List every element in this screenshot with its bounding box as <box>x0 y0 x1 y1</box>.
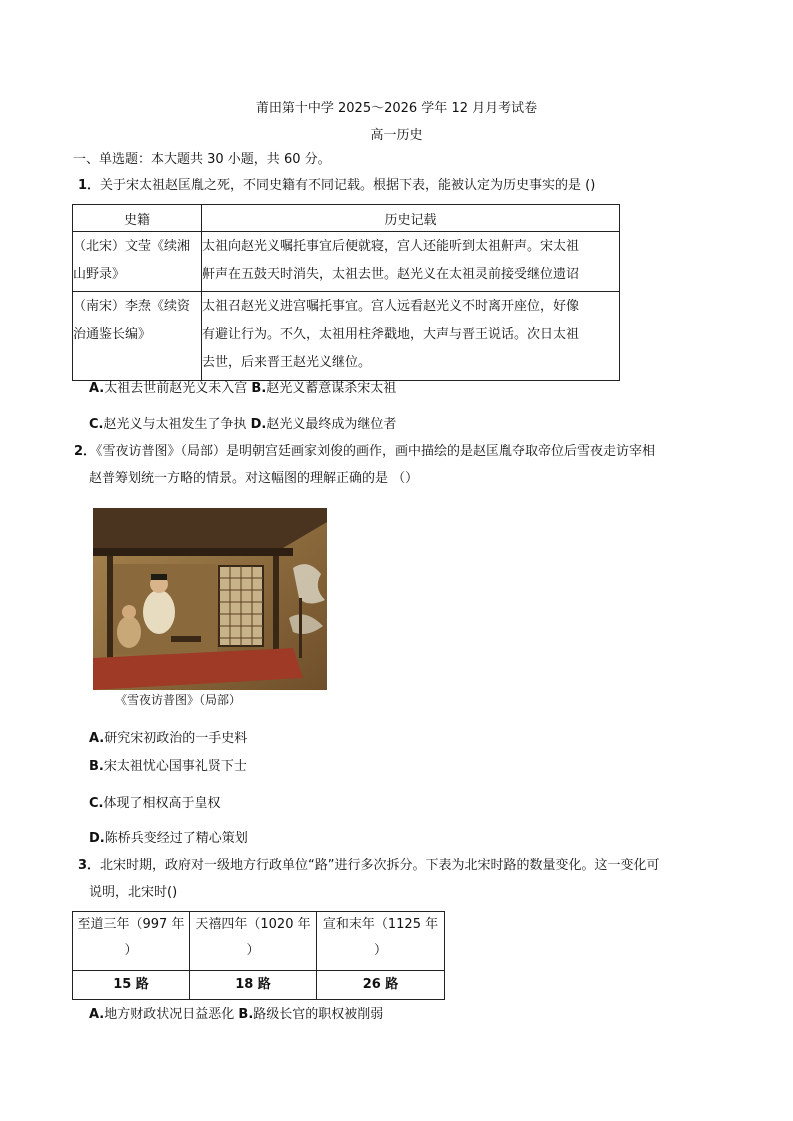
q2-option-b[interactable] <box>89 757 247 777</box>
option-letter: C. <box>89 796 104 811</box>
cell-line: 治通鉴长编》 <box>73 327 152 342</box>
cell-line: ） <box>246 943 260 958</box>
option-letter: B. <box>238 1007 254 1022</box>
option-letter: A. <box>89 381 105 396</box>
table-header-row <box>73 912 445 971</box>
cell-line: 天禧四年（1020 年 <box>195 917 311 932</box>
table-cell-source <box>73 292 202 381</box>
table-row <box>73 232 620 292</box>
exam-subject: 高一历史 <box>370 128 423 143</box>
option-letter: D. <box>89 831 105 846</box>
cell-line: 宣和末年（1125 年 <box>322 917 439 932</box>
cell-line: （北宋）文莹《续湘 <box>73 239 191 254</box>
question-number: 2． <box>74 444 97 459</box>
option-d[interactable]: 赵光义最终成为继位者 <box>266 417 397 432</box>
painting-image <box>93 508 327 690</box>
question-number: 3． <box>78 858 101 873</box>
q3-route-table <box>72 911 445 1000</box>
option-text: 陈桥兵变经过了精心策划 <box>104 831 248 846</box>
table-row <box>73 971 445 1000</box>
table-cell-record <box>202 232 620 292</box>
q1-options-ab <box>89 379 396 399</box>
question-text: 北宋时期，政府对一级地方行政单位“路”进行多次拆分。下表为北宋时路的数量变化。这一变化可 <box>100 858 660 873</box>
table-cell-record <box>202 292 620 381</box>
option-letter: B. <box>89 759 104 774</box>
table-header-cell <box>317 912 445 971</box>
q2-option-c[interactable] <box>89 794 221 814</box>
option-text: 体现了相权高于皇权 <box>103 796 221 811</box>
table-cell: 18 路 <box>190 971 317 1000</box>
question-text: 《雪夜访普图》（局部）是明朝宫廷画家刘俊的画作，画中描绘的是赵匡胤夺取帝位后雪夜走访宰相 <box>96 444 656 459</box>
cell-line: 有避让行为。不久，太祖用柱斧戳地，大声与晋王说话。次日太祖 <box>202 327 580 342</box>
option-text: 宋太祖忧心国事礼贤下士 <box>103 759 247 774</box>
question-3-stem-line1 <box>78 856 660 876</box>
table-header-row <box>73 205 620 232</box>
table-header-cell: 史籍 <box>73 205 202 232</box>
exam-title: 莆田第十中学 2025～2026 学年 12 月月考试卷 <box>255 101 538 116</box>
option-b[interactable]: 赵光义蓄意谋杀宋太祖 <box>266 381 397 396</box>
question-text: 关于宋太祖赵匡胤之死，不同史籍有不同记载。根据下表，能被认定为历史事实的是 () <box>100 178 596 193</box>
painting-caption: 《雪夜访普图》（局部） <box>115 693 242 707</box>
cell-line: 至道三年（997 年 <box>77 917 185 932</box>
option-a[interactable]: 太祖去世前赵光义未入宫 <box>104 381 248 396</box>
question-2-stem-line1 <box>74 442 655 462</box>
table-cell-source <box>73 232 202 292</box>
q2-option-a[interactable] <box>89 729 247 749</box>
table-cell: 15 路 <box>73 971 190 1000</box>
question-number: 1． <box>78 178 101 193</box>
q1-history-table <box>72 204 620 381</box>
option-letter: D. <box>250 417 267 432</box>
q2-option-d[interactable] <box>89 829 248 849</box>
option-b[interactable]: 路级长官的职权被削弱 <box>253 1007 384 1022</box>
cell-line: 太祖召赵光义进宫嘱托事宜。宫人远看赵光义不时离开座位，好像 <box>202 299 580 314</box>
option-letter: C. <box>89 417 104 432</box>
option-letter: A. <box>89 731 105 746</box>
table-header-cell <box>190 912 317 971</box>
question-3-stem-line2: 说明，北宋时() <box>89 885 178 900</box>
option-letter: A. <box>89 1007 105 1022</box>
q1-options-cd <box>89 415 396 435</box>
cell-line: （南宋）李焘《续资 <box>73 299 191 314</box>
option-letter: B. <box>251 381 267 396</box>
question-1-stem <box>78 176 595 196</box>
table-row <box>73 292 620 381</box>
option-a[interactable]: 地方财政状况日益恶化 <box>104 1007 235 1022</box>
cell-line: ） <box>373 943 387 958</box>
table-header-cell: 历史记载 <box>202 205 620 232</box>
option-c[interactable]: 赵光义与太祖发生了争执 <box>103 417 247 432</box>
cell-line: 鼾声在五鼓天时消失，太祖去世。赵光义在太祖灵前接受继位遗诏 <box>202 267 580 282</box>
q3-options-ab <box>89 1005 383 1025</box>
question-2-stem-line2: 赵普筹划统一方略的情景。对这幅图的理解正确的是 （） <box>89 471 419 486</box>
table-header-cell <box>73 912 190 971</box>
cell-line: 太祖向赵光义嘱托事宜后便就寝，宫人还能听到太祖鼾声。宋太祖 <box>202 239 580 254</box>
option-text: 研究宋初政治的一手史料 <box>104 731 248 746</box>
cell-line: 去世，后来晋王赵光义继位。 <box>202 355 372 370</box>
table-cell: 26 路 <box>317 971 445 1000</box>
cell-line: ） <box>124 943 138 958</box>
painting-illustration <box>93 508 327 690</box>
cell-line: 山野录》 <box>73 267 126 282</box>
section-heading: 一、单选题：本大题共 30 小题，共 60 分。 <box>73 152 331 167</box>
